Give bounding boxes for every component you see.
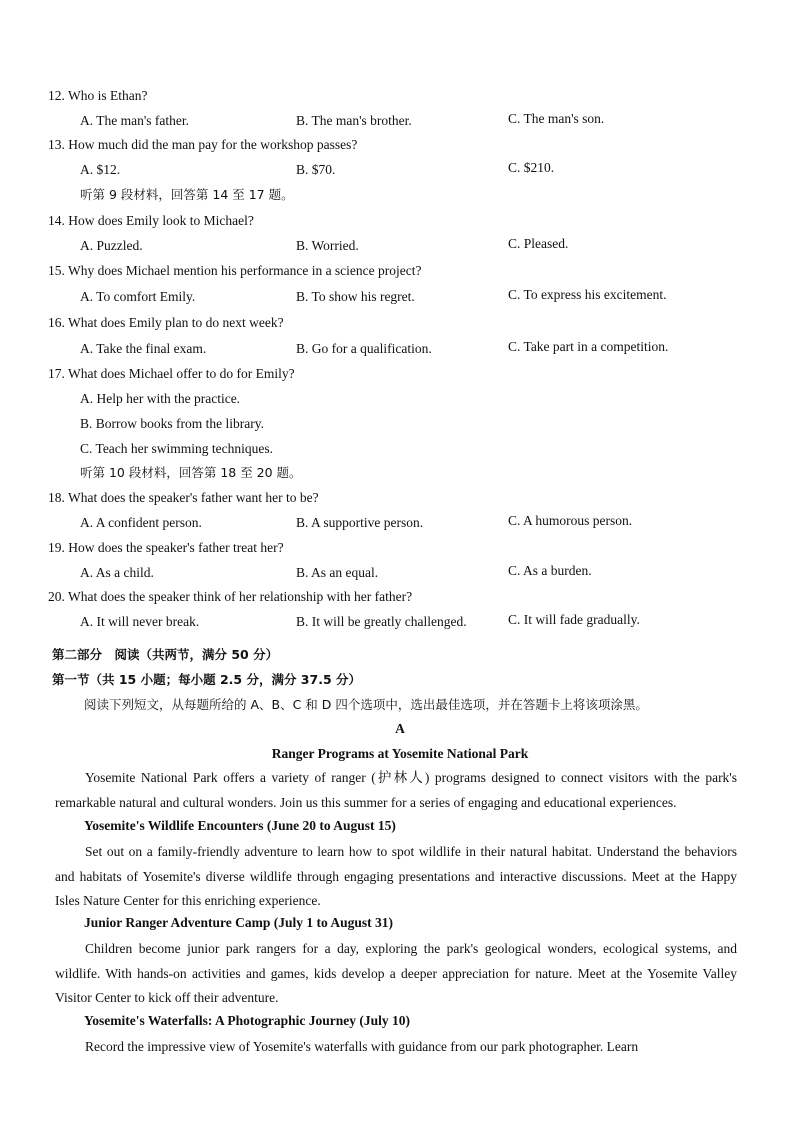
- question-number: 18.: [48, 490, 65, 505]
- question-text: Why does Michael mention his performance in a science project?: [68, 263, 422, 278]
- option-a: A. Take the final exam.: [80, 341, 207, 356]
- program-title: Junior Ranger Adventure Camp (July 1 to August 31): [84, 915, 394, 930]
- option-c: C. Take part in a competition.: [508, 339, 669, 354]
- question-13: [48, 136, 357, 154]
- option-a: A. A confident person.: [80, 515, 202, 530]
- option-a: A. Help her with the practice.: [80, 391, 241, 406]
- question-number: 16.: [48, 315, 65, 330]
- option-a: A. $12.: [80, 162, 121, 177]
- option-c: C. It will fade gradually.: [508, 612, 640, 627]
- option-b: B. The man's brother.: [296, 113, 412, 128]
- option-c: C. Pleased.: [508, 236, 569, 251]
- question-text: What does Emily plan to do next week?: [68, 315, 284, 330]
- option-b: B. $70.: [296, 162, 336, 177]
- question-18: [48, 489, 319, 507]
- question-number: 12.: [48, 88, 65, 103]
- question-number: 13.: [48, 137, 65, 152]
- question-number: 19.: [48, 540, 65, 555]
- program-description: Children become junior park rangers for a day, exploring the park's geological wonders, ecological systems, and wildlife. With hands-on activities and games, kids develop a deeper appreciation for nature. Meet at the Yosemite Valley Visitor Center to kick off their adventure.: [55, 941, 737, 1005]
- question-text: How does the speaker's father treat her?: [68, 540, 284, 555]
- option-a: A. As a child.: [80, 565, 154, 580]
- question-number: 15.: [48, 263, 65, 278]
- option-a: A. Puzzled.: [80, 238, 143, 253]
- reading-directions: 阅读下列短文，从每题所给的 A、B、C 和 D 四个选项中，选出最佳选项，并在答题卡上将该项涂黑。: [84, 697, 648, 712]
- option-b: B. As an equal.: [296, 565, 379, 580]
- option-b: B. Borrow books from the library.: [80, 416, 264, 431]
- question-text: How much did the man pay for the workshop passes?: [68, 137, 358, 152]
- question-text: What does the speaker think of her relationship with her father?: [68, 589, 413, 604]
- option-c: C. $210.: [508, 160, 555, 175]
- option-a: A. The man's father.: [80, 113, 190, 128]
- question-20: [48, 588, 412, 606]
- passage-intro: Yosemite National Park offers a variety of ranger (护林人) programs designed to connect visitors with the park's remarkable natural and cultural wonders. Join us this summer for a series of engaging and educational experiences.: [55, 770, 737, 810]
- program-title: Yosemite's Wildlife Encounters (June 20 to August 15): [84, 818, 396, 833]
- passage-letter: A: [395, 721, 405, 736]
- option-b: B. It will be greatly challenged.: [296, 614, 467, 629]
- question-17: [48, 365, 295, 383]
- section-heading: 第一节（共 15 小题；每小题 2.5 分，满分 37.5 分）: [52, 672, 361, 687]
- question-number: 14.: [48, 213, 65, 228]
- question-number: 17.: [48, 366, 65, 381]
- listening-instruction-material-9: 听第 9 段材料，回答第 14 至 17 题。: [80, 187, 294, 202]
- question-text: What does Michael offer to do for Emily?: [68, 366, 295, 381]
- option-a: A. It will never break.: [80, 614, 200, 629]
- question-16: [48, 314, 284, 332]
- passage-title: Ranger Programs at Yosemite National Park: [271, 746, 529, 761]
- option-c: C. A humorous person.: [508, 513, 633, 528]
- listening-instruction-material-10: 听第 10 段材料，回答第 18 至 20 题。: [80, 465, 302, 480]
- question-number: 20.: [48, 589, 65, 604]
- question-text: How does Emily look to Michael?: [68, 213, 254, 228]
- program-title: Yosemite's Waterfalls: A Photographic Journey (July 10): [84, 1013, 410, 1028]
- program-description: Set out on a family-friendly adventure to learn how to spot wildlife in their natural habitat. Understand the behaviors and habitats of Yosemite's diverse wildlife through engaging presentations and interactive discussions. Meet at the Happy Isles Nature Center for this enriching experience.: [55, 844, 737, 908]
- option-b: B. A supportive person.: [296, 515, 424, 530]
- question-text: What does the speaker's father want her to be?: [68, 490, 319, 505]
- question-12: [48, 87, 148, 105]
- option-b: B. Worried.: [296, 238, 359, 253]
- part-heading: 第二部分 阅读（共两节，满分 50 分）: [52, 647, 279, 662]
- option-b: B. Go for a qualification.: [296, 341, 432, 356]
- option-c: C. As a burden.: [508, 563, 592, 578]
- option-c: C. Teach her swimming techniques.: [80, 441, 274, 456]
- program-description: Record the impressive view of Yosemite's waterfalls with guidance from our park photographer. Learn: [85, 1039, 639, 1054]
- option-c: C. The man's son.: [508, 111, 605, 126]
- option-c: C. To express his excitement.: [508, 287, 667, 302]
- question-text: Who is Ethan?: [68, 88, 148, 103]
- option-b: B. To show his regret.: [296, 289, 415, 304]
- question-14: [48, 212, 254, 230]
- question-15: [48, 262, 422, 280]
- question-19: [48, 539, 284, 557]
- option-a: A. To comfort Emily.: [80, 289, 196, 304]
